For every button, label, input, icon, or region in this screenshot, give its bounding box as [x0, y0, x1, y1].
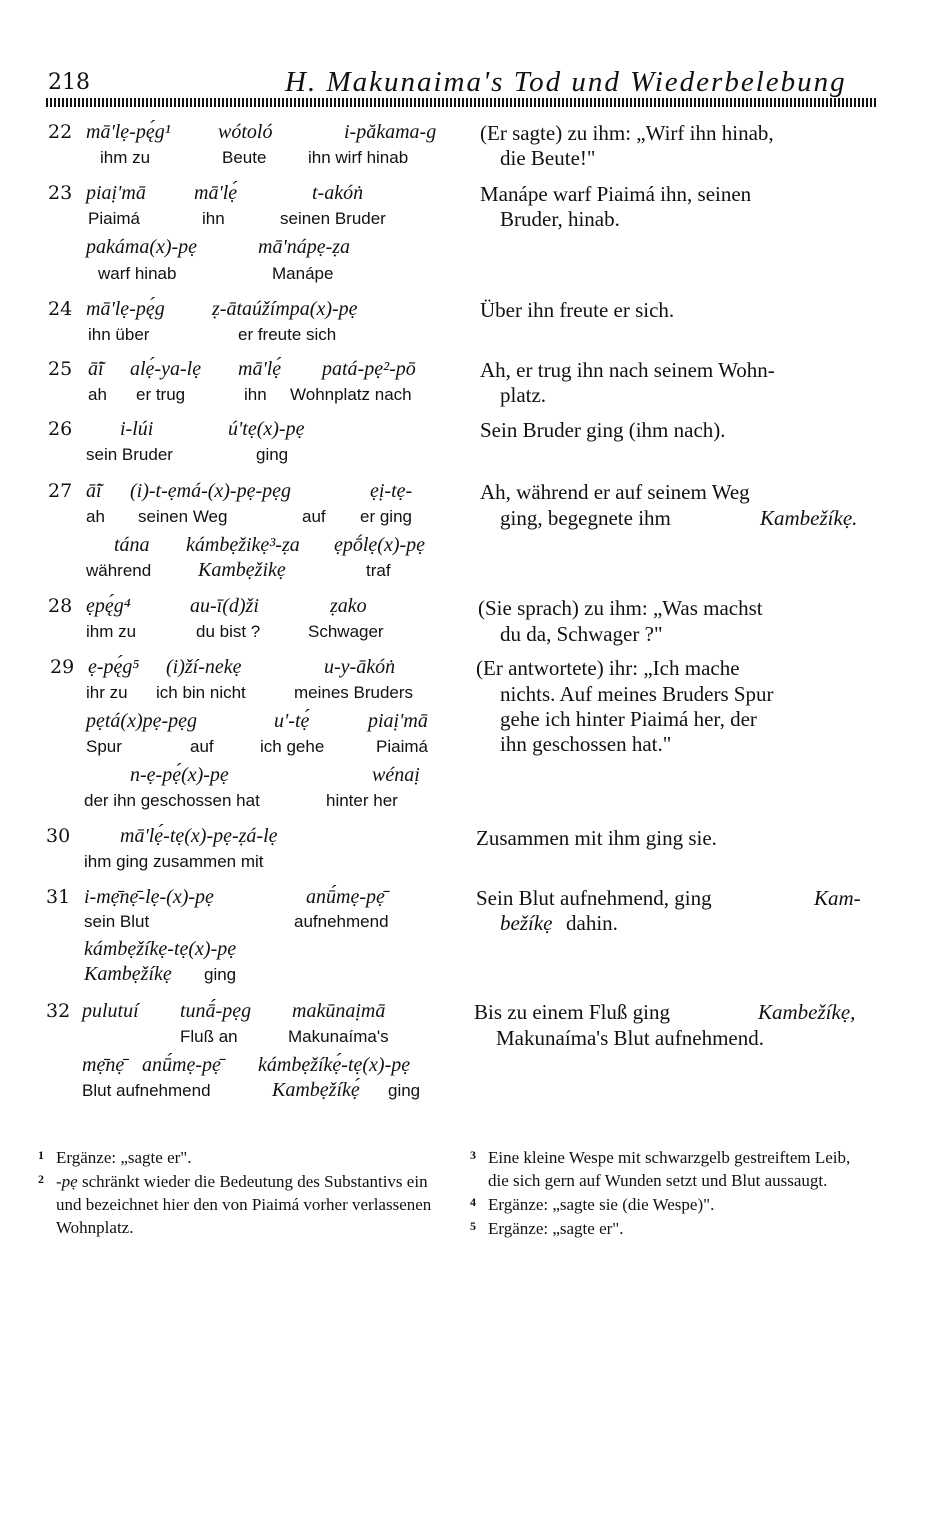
translation-name: Kam- [814, 886, 861, 910]
gloss-word: aufnehmend [294, 912, 389, 931]
native-word: kámbẹžíkẹ́-tẹ(x)-pẹ [258, 1054, 411, 1076]
native-word: u-y-ākóṅ [324, 656, 396, 678]
gloss-word: warf hinab [98, 264, 177, 283]
translation-line: ging, begegnete ihm [500, 506, 671, 530]
translation-line: Bis zu einem Fluß ging [474, 1000, 670, 1024]
footnote-5 [470, 1217, 870, 1240]
gloss-word: ihm zu [100, 148, 151, 167]
translation-line: Makunaíma's Blut aufnehmend. [496, 1026, 764, 1050]
native-word: alẹ́-ya-lẹ [130, 358, 202, 380]
line-number: 27 [48, 480, 73, 502]
gloss-word: ihn wirf hinab [308, 148, 409, 167]
native-word: anū́mẹ-pẹ̄ [142, 1054, 221, 1076]
gloss-word: Piaimá [376, 737, 428, 756]
line-number: 22 [48, 121, 73, 143]
native-word: ẓ-ātaúžímpa(x)-pẹ [212, 298, 358, 320]
native-word: ā̃ī [86, 480, 102, 502]
gloss-word: auf [302, 507, 326, 526]
gloss-word: ging [388, 1081, 421, 1100]
translation-line: nichts. Auf meines Bruders Spur [500, 682, 774, 706]
gloss-word: er ging [360, 507, 412, 526]
native-word: t-akóṅ [312, 182, 364, 204]
gloss-word: Beute [222, 148, 267, 167]
footnote-text: Eine kleine Wespe mit schwarzgelb gestreiftem Leib, die sich gern auf Wunden setzt und Blut aussaugt. [488, 1148, 851, 1190]
line-number: 29 [50, 656, 75, 678]
gloss-name: Kambẹžíkẹ́ [272, 1079, 360, 1101]
native-word: ā̃ī [88, 358, 104, 380]
gloss-word: er trug [136, 385, 186, 404]
gloss-word: ich gehe [260, 737, 325, 756]
translation-name: Kambežíkẹ, [758, 1000, 856, 1024]
footnote-mark: 1 [38, 1148, 44, 1162]
gloss-word: er freute sich [238, 325, 337, 344]
native-word: makūnaịmā [292, 1000, 386, 1022]
native-word: ẓako [330, 595, 367, 617]
native-word: pakáma(x)-pẹ [86, 236, 198, 258]
native-word: patá-pẹ²-pō [322, 358, 416, 380]
translation-line: Bruder, hinab. [500, 207, 620, 231]
footnote-text: Ergänze: „sagte er". [488, 1219, 624, 1238]
gloss-word: während [86, 561, 152, 580]
gloss-name: Kambẹžíkẹ [84, 963, 172, 985]
gloss-word: Makunaíma's [288, 1027, 389, 1046]
gloss-word: ah [86, 507, 105, 526]
native-word: wénaị [372, 764, 420, 786]
native-word: au-ī(d)ži [190, 595, 259, 617]
line-number: 30 [46, 825, 71, 847]
translation-line: Sein Blut aufnehmend, ging [476, 886, 712, 910]
translation-line: platz. [500, 383, 547, 407]
translation-line: Ah, er trug ihn nach seinem Wohn- [480, 358, 775, 382]
gloss-word: ich bin nicht [156, 683, 246, 702]
native-word: mā'lẹ́ [238, 358, 282, 380]
gloss-word: sein Blut [84, 912, 150, 931]
native-word: mẹ̄nẹ̄ [82, 1054, 125, 1076]
gloss-word: ihr zu [86, 683, 128, 702]
translation-line: Sein Bruder ging (ihm nach). [480, 418, 726, 442]
native-word: piaị'mā [86, 182, 146, 204]
native-word: (i)ží-nekẹ [166, 656, 242, 678]
line-number: 26 [48, 418, 73, 440]
gloss-word: Schwager [308, 622, 384, 641]
translation-line: dahin. [566, 911, 618, 935]
footnote-mark: 3 [470, 1148, 476, 1162]
gloss-word: seinen Bruder [280, 209, 386, 228]
gloss-word: ihm ging zusammen mit [84, 852, 264, 871]
gloss-word: meines Bruders [294, 683, 414, 702]
translation-line: Über ihn freute er sich. [480, 298, 675, 322]
footnote-2 [38, 1170, 448, 1239]
native-word: mā'lẹ-pę́g [86, 298, 165, 320]
translation-name: bežíkẹ [500, 911, 553, 935]
gloss-word: ging [256, 445, 289, 464]
native-word: kámbẹžikẹ³-ẓa [186, 534, 300, 556]
footnote-text: schränkt wieder die Bedeutung des Substantivs ein und bezeichnet hier den von Piaimá vorher verlassenen Wohnplatz. [56, 1172, 432, 1237]
native-word: mā'lẹ́ [194, 182, 238, 204]
native-word: piaị'mā [368, 710, 428, 732]
gloss-name: Kambẹžikẹ [198, 559, 286, 581]
header-rule [46, 98, 878, 107]
native-word: tána [114, 534, 150, 556]
footnote-1 [38, 1146, 448, 1169]
footnotes-left [38, 1146, 448, 1240]
native-word: ẹpṓlẹ(x)-pẹ [334, 534, 426, 556]
native-word: u'-tẹ́ [274, 710, 310, 732]
native-word: i-mẹ̄nẹ̄-lẹ-(x)-pẹ [84, 886, 214, 908]
line-number: 31 [46, 886, 71, 908]
footnote-mark: 2 [38, 1172, 44, 1186]
gloss-word: seinen Weg [138, 507, 228, 526]
line-number: 32 [46, 1000, 71, 1022]
native-word: i-lúi [120, 418, 154, 440]
gloss-word: Wohnplatz nach [290, 385, 412, 404]
native-word: n-ẹ-pẹ́(x)-pẹ [130, 764, 229, 786]
translation-line: Zusammen mit ihm ging sie. [476, 826, 717, 850]
native-word: tunā́-pẹg [180, 1000, 252, 1022]
gloss-word: ging [204, 965, 237, 984]
line-number: 25 [48, 358, 73, 380]
native-word: mā'lẹ-pę́g¹ [86, 121, 171, 143]
native-word: wótoló [218, 121, 273, 143]
native-word: (i)-t-ẹmá-(x)-pẹ-pẹg [130, 480, 292, 502]
native-word: ẹpę́g⁴ [86, 595, 131, 617]
gloss-word: hinter her [326, 791, 398, 810]
native-word: mā'nápẹ-ẓa [258, 236, 351, 258]
translation-line: gehe ich hinter Piaimá her, der [500, 707, 757, 731]
footnote-mark: 4 [470, 1195, 476, 1209]
gloss-word: du bist ? [196, 622, 261, 641]
gloss-word: ah [88, 385, 107, 404]
gloss-word: ihn [202, 209, 225, 228]
page-number: 218 [48, 70, 90, 95]
footnotes-right [470, 1146, 870, 1241]
gloss-word: sein Bruder [86, 445, 173, 464]
translation-name: Kambežíkẹ. [760, 506, 858, 530]
line-number: 24 [48, 298, 73, 320]
native-word: i-păkama-g [344, 121, 437, 143]
gloss-word: Piaimá [88, 209, 140, 228]
native-word: ẹ-pę́g⁵ [88, 656, 140, 678]
translation-line: Ah, während er auf seinem Weg [480, 480, 750, 504]
line-number: 23 [48, 182, 73, 204]
gloss-word: ihm zu [86, 622, 137, 641]
gloss-word: Fluß an [180, 1027, 238, 1046]
native-word: mā'lẹ́-tẹ(x)-pẹ-ẓá-lẹ [120, 825, 278, 847]
native-word: ẹị-tẹ- [370, 480, 413, 502]
gloss-word: der ihn geschossen hat [84, 791, 260, 810]
native-word: ú'tẹ(x)-pẹ [228, 418, 305, 440]
footnote-3 [470, 1146, 870, 1192]
gloss-word: ihn [244, 385, 267, 404]
gloss-word: Manápe [272, 264, 334, 283]
translation-line: Manápe warf Piaimá ihn, seinen [480, 182, 752, 206]
native-word: kámbẹžíkẹ-tẹ(x)-pẹ [84, 938, 237, 960]
native-word: pulutuí [82, 1000, 139, 1022]
native-word: anū́mẹ-pẹ̄ [306, 886, 385, 908]
gloss-word: traf [366, 561, 391, 580]
footnote-text: Ergänze: „sagte er". [56, 1148, 192, 1167]
footnote-suffix: -pẹ [56, 1172, 78, 1191]
translation-line: (Er antwortete) ihr: „Ich mache [476, 656, 740, 680]
translation-line: du da, Schwager ?" [500, 622, 663, 646]
running-head: H. Makunaima's Tod und Wiederbelebung [285, 66, 847, 98]
footnote-mark: 5 [470, 1219, 476, 1233]
translation-line: (Sie sprach) zu ihm: „Was machst [478, 596, 763, 620]
native-word: pẹtá(x)pẹ-pẹg [86, 710, 198, 732]
translation-line: die Beute!" [500, 146, 596, 170]
gloss-word: auf [190, 737, 214, 756]
gloss-word: Spur [86, 737, 122, 756]
footnote-text: Ergänze: „sagte sie (die Wespe)". [488, 1195, 715, 1214]
translation-line: (Er sagte) zu ihm: „Wirf ihn hinab, [480, 121, 774, 145]
footnote-4 [470, 1193, 870, 1216]
translation-line: ihn geschossen hat." [500, 732, 672, 756]
gloss-word: Blut aufnehmend [82, 1081, 211, 1100]
gloss-word: ihn über [88, 325, 150, 344]
line-number: 28 [48, 595, 73, 617]
